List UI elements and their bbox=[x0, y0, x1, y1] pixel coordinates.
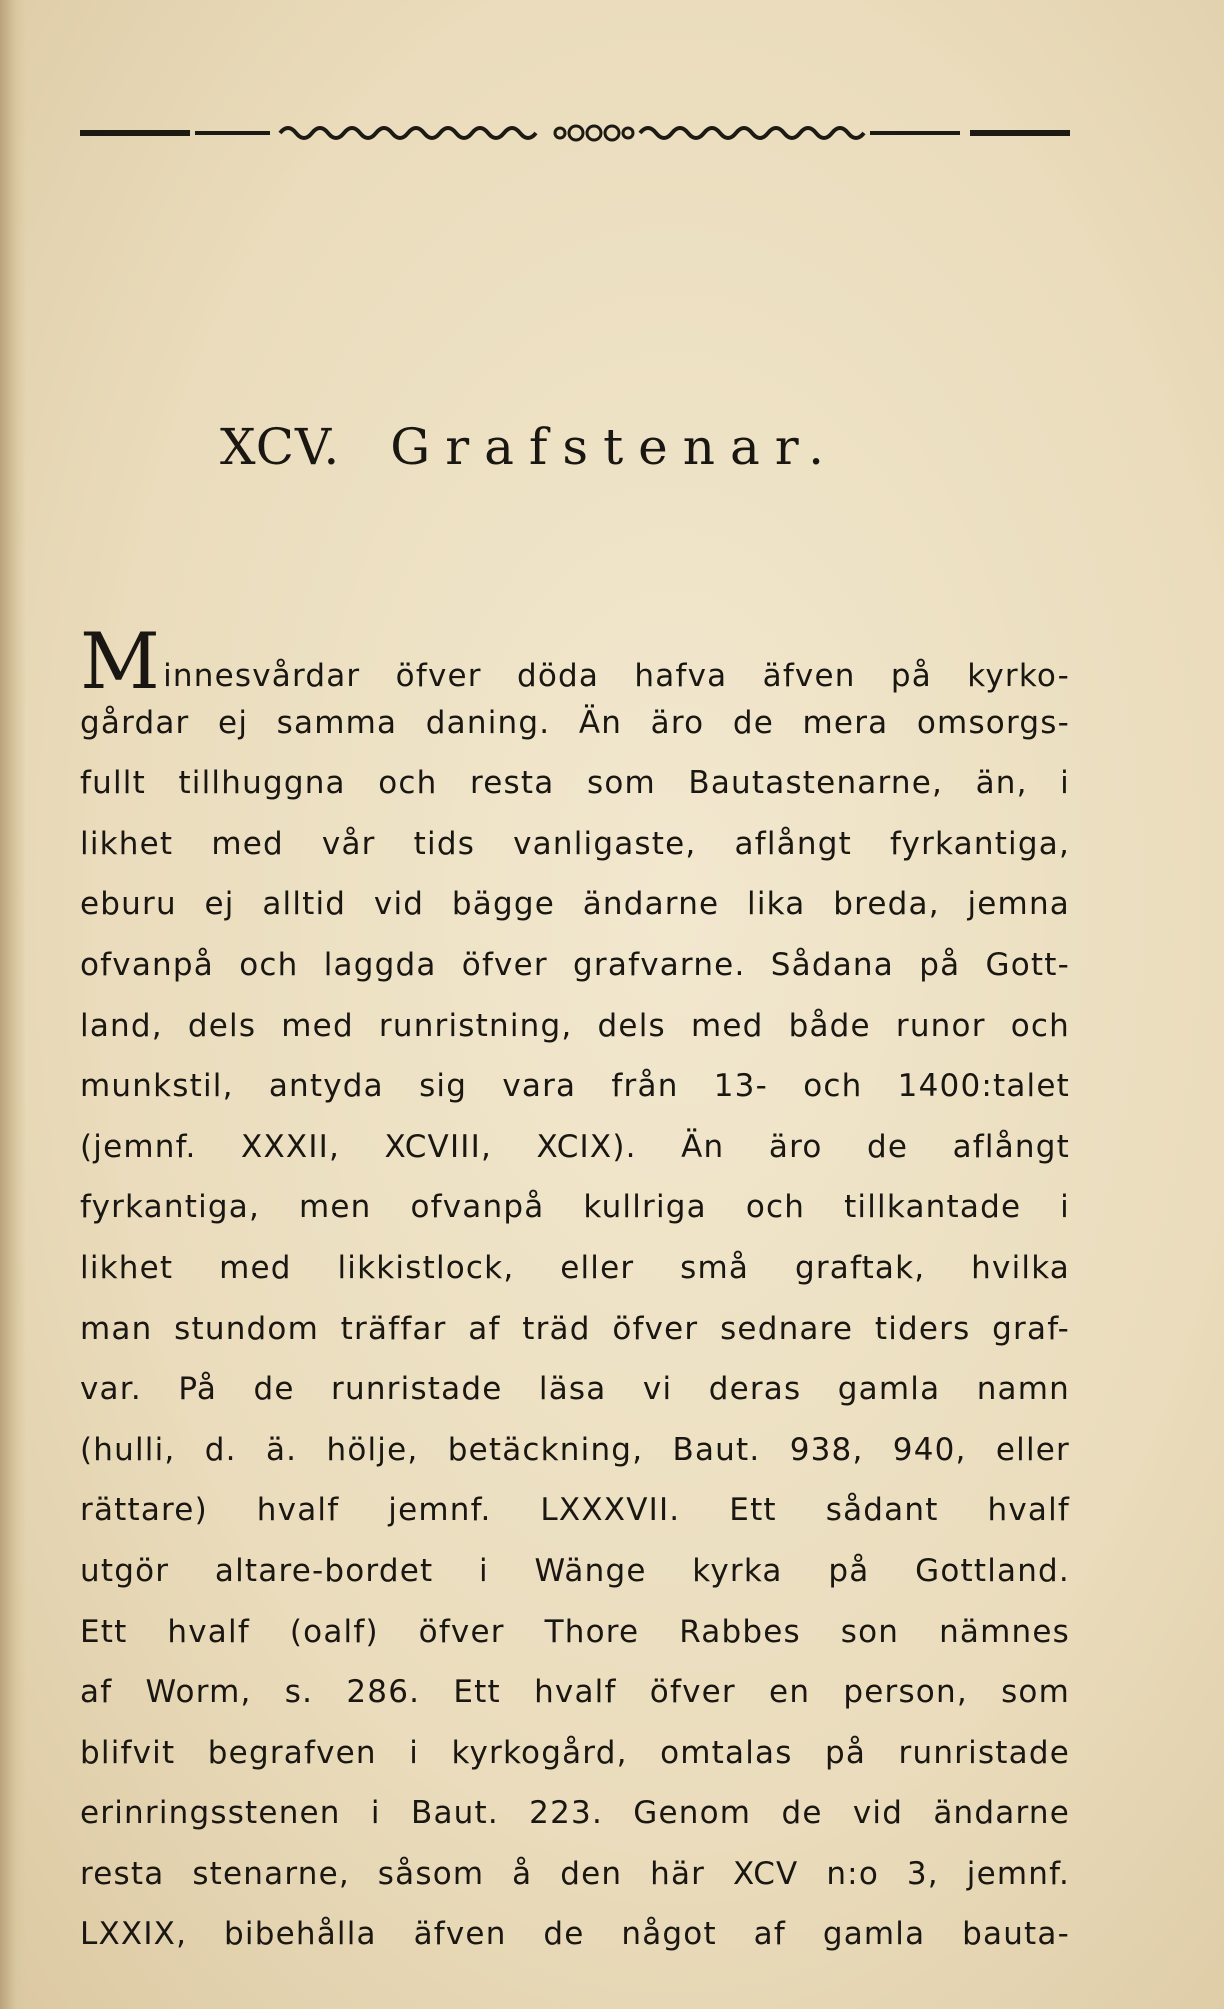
text-line: gårdar ej samma daning. Än äro de mera omsorgs- bbox=[80, 704, 1070, 741]
text-line: resta stenarne, såsom å den här XCV n:o 3, jemnf. bbox=[80, 1855, 1070, 1892]
text-line: man stundom träffar af träd öfver sednare tiders graf- bbox=[80, 1310, 1070, 1347]
decorative-rule-ornament bbox=[80, 118, 1070, 148]
text-line: var. På de runristade läsa vi deras gamla namn bbox=[80, 1371, 1070, 1408]
text-line bbox=[80, 617, 1070, 707]
text-line: land, dels med runristning, dels med både runor och bbox=[80, 1007, 1070, 1044]
text-line: eburu ej alltid vid bägge ändarne lika breda, jemna bbox=[80, 886, 1070, 923]
text-line: fullt tillhuggna och resta som Bautastenarne, än, i bbox=[80, 765, 1070, 802]
text-line: utgör altare-bordet i Wänge kyrka på Gottland. bbox=[80, 1552, 1070, 1589]
text-line: blifvit begrafven i kyrkogård, omtalas på runristade bbox=[80, 1734, 1070, 1771]
text-line: rättare) hvalf jemnf. LXXXVII. Ett sådant hvalf bbox=[80, 1492, 1070, 1529]
text-line: munkstil, antyda sig vara från 13- och 1400:talet bbox=[80, 1068, 1070, 1105]
text-line: ofvanpå och laggda öfver grafvarne. Sådana på Gott- bbox=[80, 946, 1070, 983]
text-line: erinringsstenen i Baut. 223. Genom de vid ändarne bbox=[80, 1795, 1070, 1832]
text-line: (hulli, d. ä. hölje, betäckning, Baut. 938, 940, eller bbox=[80, 1431, 1070, 1468]
text-line: fyrkantiga, men ofvanpå kullriga och tillkantade i bbox=[80, 1189, 1070, 1226]
drop-cap: M bbox=[80, 617, 162, 707]
chapter-title: Grafstenar. bbox=[390, 418, 840, 476]
text-line: af Worm, s. 286. Ett hvalf öfver en person, som bbox=[80, 1674, 1070, 1711]
page-spine-shadow bbox=[0, 0, 26, 2009]
chapter-heading bbox=[220, 418, 1020, 476]
text-line: likhet med vår tids vanligaste, aflångt fyrkantiga, bbox=[80, 825, 1070, 862]
text-line-content: innesvårdar öfver döda hafva äfven på kyrko- bbox=[163, 658, 1070, 694]
body-paragraph bbox=[80, 617, 1070, 1965]
text-line: Ett hvalf (oalf) öfver Thore Rabbes son nämnes bbox=[80, 1613, 1070, 1650]
chapter-number: XCV. bbox=[220, 418, 341, 476]
text-line: (jemnf. XXXII, XCVIII, XCIX). Än äro de aflångt bbox=[80, 1128, 1070, 1165]
text-line: LXXIX, bibehålla äfven de något af gamla bauta- bbox=[80, 1916, 1070, 1953]
text-line: likhet med likkistlock, eller små graftak, hvilka bbox=[80, 1249, 1070, 1286]
